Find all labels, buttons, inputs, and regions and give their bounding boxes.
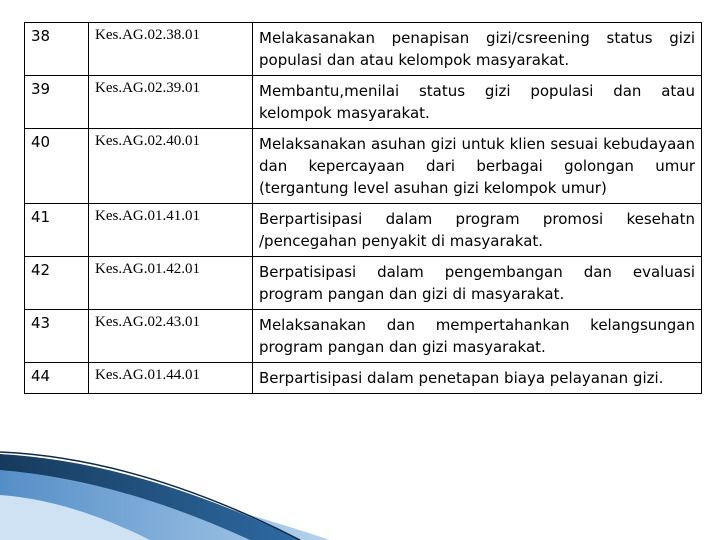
competency-code: Kes.AG.02.43.01 [89, 310, 253, 363]
row-number: 38 [25, 23, 89, 76]
competency-description: Melaksanakan dan mempertahankan kelangsungan program pangan dan gizi masyarakat. [253, 310, 702, 363]
competency-code: Kes.AG.02.39.01 [89, 76, 253, 129]
table-row [25, 310, 702, 363]
competency-table [24, 22, 702, 394]
competency-description: Melaksanakan asuhan gizi untuk klien sesuai kebudayaan dan kepercayaan dari berbagai golongan umur (tergantung level asuhan gizi kelompok umur) [253, 129, 702, 204]
competency-code: Kes.AG.01.44.01 [89, 363, 253, 394]
competency-code: Kes.AG.01.42.01 [89, 257, 253, 310]
table-row [25, 23, 702, 76]
competency-code: Kes.AG.02.40.01 [89, 129, 253, 204]
slide-footer-decoration [0, 440, 720, 540]
competency-description: Melakasanakan penapisan gizi/csreening status gizi populasi dan atau kelompok masyarakat. [253, 23, 702, 76]
competency-code: Kes.AG.02.38.01 [89, 23, 253, 76]
row-number: 41 [25, 204, 89, 257]
table-row [25, 129, 702, 204]
row-number: 44 [25, 363, 89, 394]
table-row [25, 204, 702, 257]
competency-code: Kes.AG.01.41.01 [89, 204, 253, 257]
competency-description: Berpartisipasi dalam program promosi kesehatn /pencegahan penyakit di masyarakat. [253, 204, 702, 257]
competency-description: Berpartisipasi dalam penetapan biaya pelayanan gizi. [253, 363, 702, 394]
table-row [25, 257, 702, 310]
table-row [25, 363, 702, 394]
table-row [25, 76, 702, 129]
row-number: 39 [25, 76, 89, 129]
competency-description: Membantu,menilai status gizi populasi dan atau kelompok masyarakat. [253, 76, 702, 129]
row-number: 40 [25, 129, 89, 204]
row-number: 42 [25, 257, 89, 310]
competency-description: Berpatisipasi dalam pengembangan dan evaluasi program pangan dan gizi di masyarakat. [253, 257, 702, 310]
row-number: 43 [25, 310, 89, 363]
